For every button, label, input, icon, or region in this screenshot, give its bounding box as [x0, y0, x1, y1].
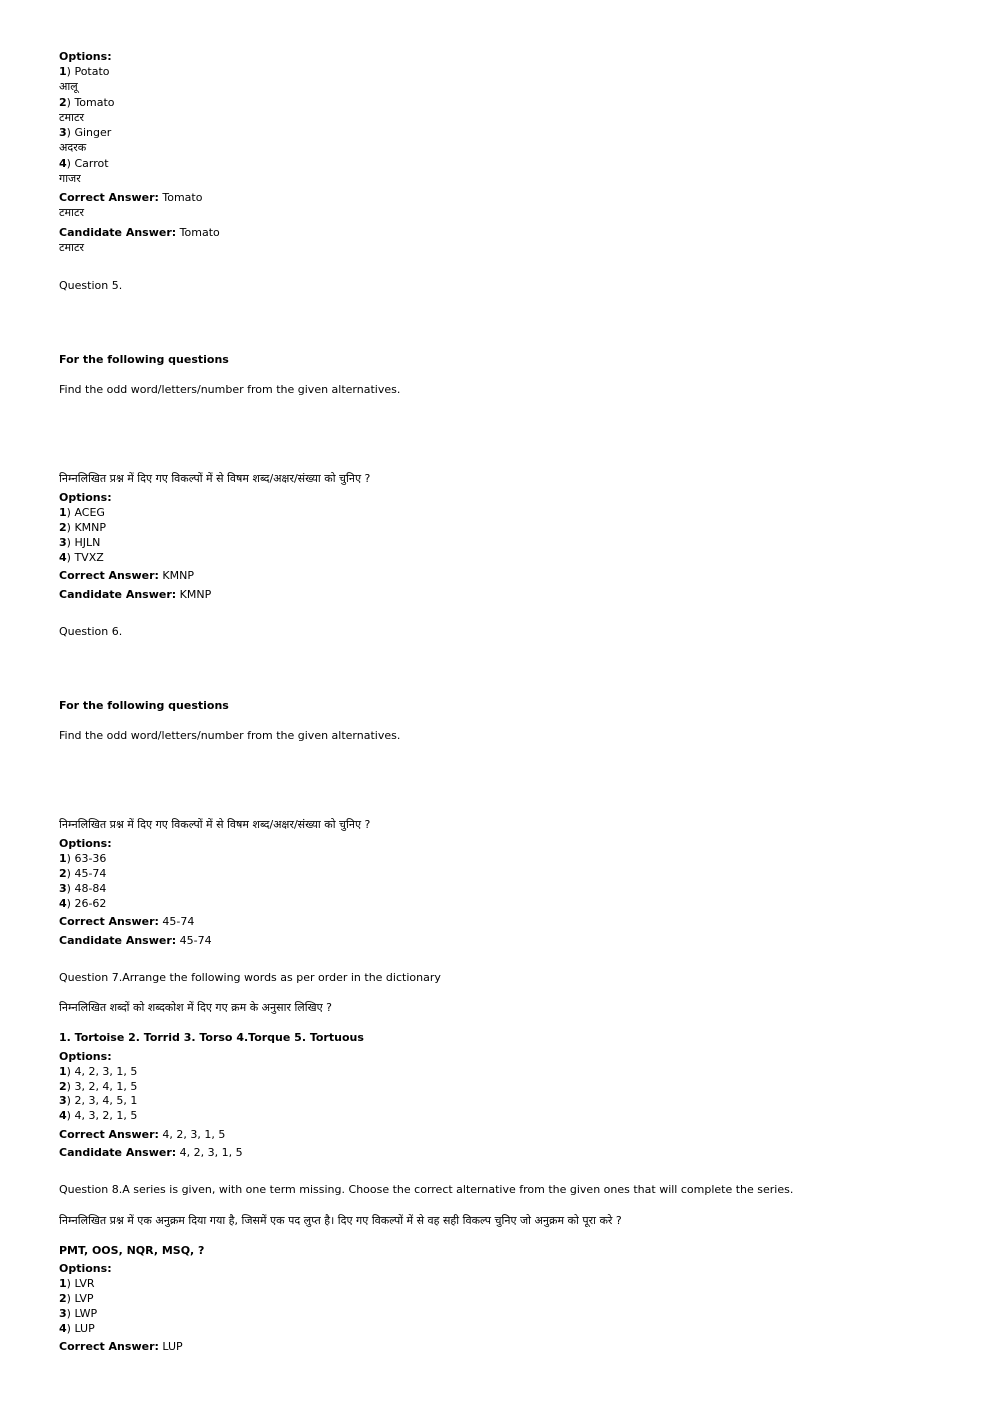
correct-answer: Correct Answer: LUP — [59, 1340, 183, 1353]
option: 3) Ginger — [59, 126, 112, 139]
instruction-hindi: निम्नलिखित प्रश्न में दिए गए विकल्पों में से विषम शब्द/अक्षर/संख्या को चुनिए ? — [59, 818, 371, 831]
option: 4) TVXZ — [59, 551, 104, 564]
option: 1) Potato — [59, 65, 110, 78]
correct-answer: Correct Answer: KMNP — [59, 569, 194, 582]
option-hindi: टमाटर — [59, 111, 85, 124]
option: 1) ACEG — [59, 506, 105, 519]
question-title: Question 7.Arrange the following words as per order in the dictionary — [59, 971, 441, 984]
question-title: Question 6. — [59, 625, 123, 638]
instruction: Find the odd word/letters/number from the given alternatives. — [59, 383, 401, 396]
candidate-answer-hindi: टमाटर — [59, 241, 85, 254]
option-hindi: अदरक — [59, 141, 87, 154]
question-words: 1. Tortoise 2. Torrid 3. Torso 4.Torque 5. Tortuous — [59, 1031, 364, 1044]
option: 2) 45-74 — [59, 867, 107, 880]
section-heading: For the following questions — [59, 353, 229, 366]
correct-answer: Correct Answer: 45-74 — [59, 915, 195, 928]
question-title: Question 8.A series is given, with one term missing. Choose the correct alternative from the given ones that will complete the series. — [59, 1183, 794, 1196]
candidate-answer: Candidate Answer: Tomato — [59, 226, 220, 239]
options-label: Options: — [59, 1262, 112, 1275]
question-series: PMT, OOS, NQR, MSQ, ? — [59, 1244, 205, 1257]
options-label: Options: — [59, 1050, 112, 1063]
option: 3) LWP — [59, 1307, 98, 1320]
instruction-hindi: निम्नलिखित प्रश्न में दिए गए विकल्पों में से विषम शब्द/अक्षर/संख्या को चुनिए ? — [59, 472, 371, 485]
option: 3) 48-84 — [59, 882, 107, 895]
options-label: Options: — [59, 491, 112, 504]
option: 1) 4, 2, 3, 1, 5 — [59, 1065, 138, 1078]
correct-answer: Correct Answer: Tomato — [59, 191, 203, 204]
option: 4) Carrot — [59, 157, 109, 170]
option: 1) 63-36 — [59, 852, 107, 865]
candidate-answer: Candidate Answer: 4, 2, 3, 1, 5 — [59, 1146, 243, 1159]
correct-answer: Correct Answer: 4, 2, 3, 1, 5 — [59, 1128, 226, 1141]
options-label: Options: — [59, 50, 112, 63]
instruction: Find the odd word/letters/number from the given alternatives. — [59, 729, 401, 742]
option: 3) 2, 3, 4, 5, 1 — [59, 1094, 138, 1107]
candidate-answer: Candidate Answer: 45-74 — [59, 934, 212, 947]
option: 2) 3, 2, 4, 1, 5 — [59, 1080, 138, 1093]
option: 2) KMNP — [59, 521, 107, 534]
question-hindi: निम्नलिखित शब्दों को शब्दकोश में दिए गए क्रम के अनुसार लिखिए ? — [59, 1001, 333, 1014]
question-title: Question 5. — [59, 279, 123, 292]
candidate-answer: Candidate Answer: KMNP — [59, 588, 212, 601]
section-heading: For the following questions — [59, 699, 229, 712]
option: 4) 4, 3, 2, 1, 5 — [59, 1109, 138, 1122]
option: 4) 26-62 — [59, 897, 107, 910]
question-hindi: निम्नलिखित प्रश्न में एक अनुक्रम दिया गया है, जिसमें एक पद लुप्त है। दिए गए विकल्पों में से वह सही विकल्प चुनिए जो अनुक्रम को पूरा करे ? — [59, 1214, 622, 1227]
option: 3) HJLN — [59, 536, 101, 549]
option: 4) LUP — [59, 1322, 95, 1335]
option: 2) LVP — [59, 1292, 94, 1305]
option-hindi: आलू — [59, 80, 78, 93]
option: 1) LVR — [59, 1277, 95, 1290]
option-hindi: गाजर — [59, 172, 81, 185]
option: 2) Tomato — [59, 96, 115, 109]
options-label: Options: — [59, 837, 112, 850]
correct-answer-hindi: टमाटर — [59, 206, 85, 219]
